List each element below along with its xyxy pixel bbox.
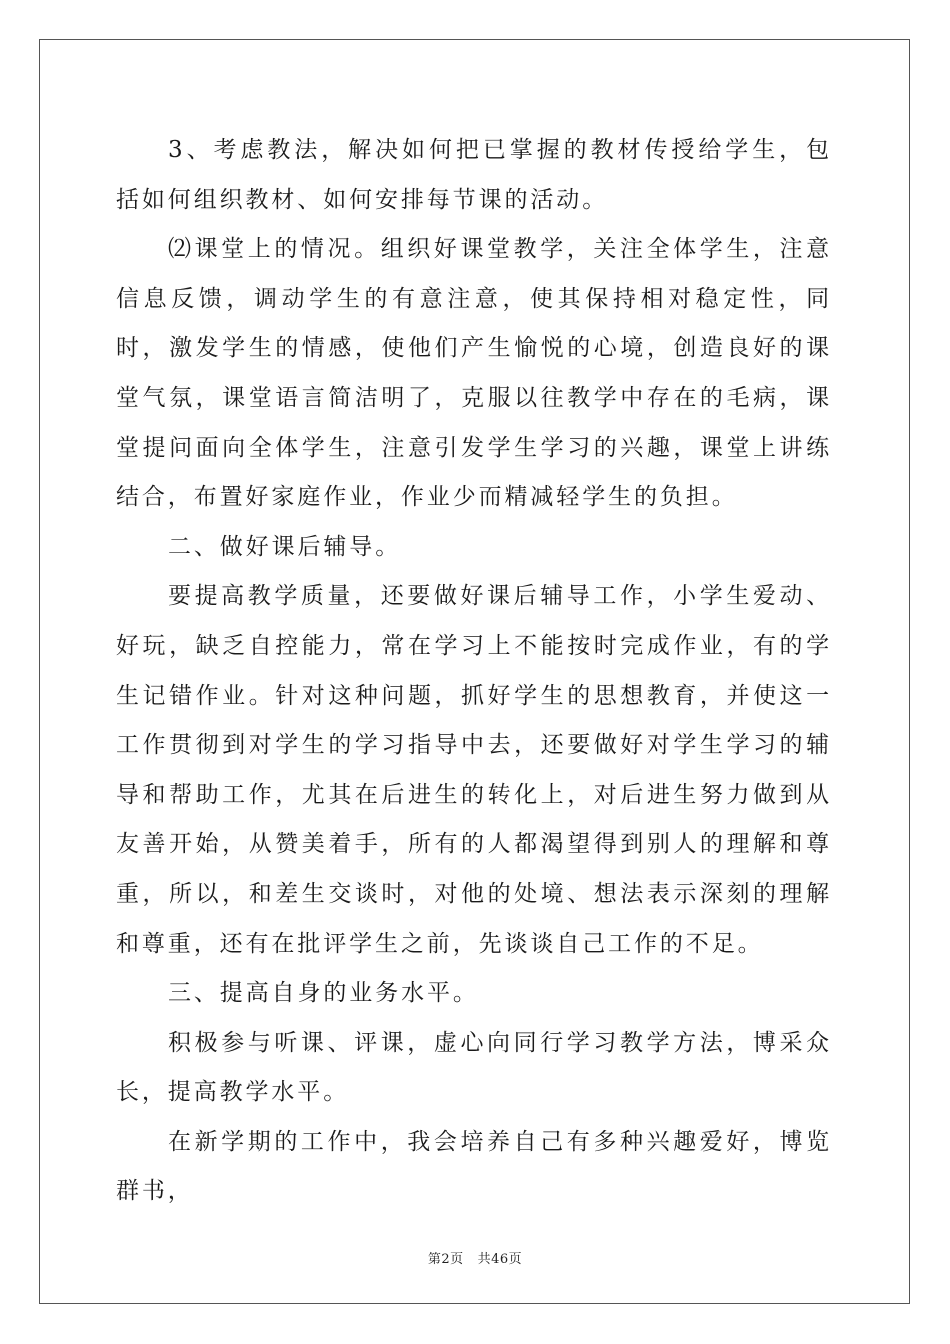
paragraph-2: ⑵课堂上的情况。组织好课堂教学，关注全体学生，注意信息反馈，调动学生的有意注意，使其保持相对稳定性，同时，激发学生的情感，使他们产生愉悦的心境，创造良好的课堂气氛，课堂语言简洁明了，克服以往教学中存在的毛病，课堂提问面向全体学生，注意引发学生学习的兴趣，课堂上讲练结合，布置好家庭作业，作业少而精减轻学生的负担。 [116, 236, 832, 511]
page-total: 共46页 [477, 1252, 523, 1267]
paragraph-3: 要提高教学质量，还要做好课后辅导工作，小学生爱动、好玩，缺乏自控能力，常在学习上不能按时完成作业，有的学生记错作业。针对这种问题，抓好学生的思想教育，并使这一工作贯彻到对学生的学习指导中去，还要做好对学生学习的辅导和帮助工作，尤其在后进生的转化上，对后进生努力做到从友善开始，从赞美着手，所有的人都渴望得到别人的理解和尊重，所以，和差生交谈时，对他的处境、想法表示深刻的理解和尊重，还有在批评学生之前，先谈谈自己工作的不足。 [116, 583, 832, 957]
paragraph-5: 在新学期的工作中，我会培养自己有多种兴趣爱好，博览群书， [116, 1128, 832, 1205]
paragraph-4: 积极参与听课、评课，虚心向同行学习教学方法，博采众长，提高教学水平。 [116, 1029, 832, 1106]
paragraph-1: 3、考虑教法，解决如何把已掌握的教材传授给学生，包括如何组织教材、如何安排每节课的活动。 [116, 137, 832, 213]
page-number: 第2页 [427, 1252, 464, 1267]
document-body [116, 126, 832, 1217]
section-heading-2: 二、做好课后辅导。 [168, 533, 402, 560]
page-footer [0, 1248, 950, 1267]
section-heading-3: 三、提高自身的业务水平。 [168, 980, 479, 1007]
